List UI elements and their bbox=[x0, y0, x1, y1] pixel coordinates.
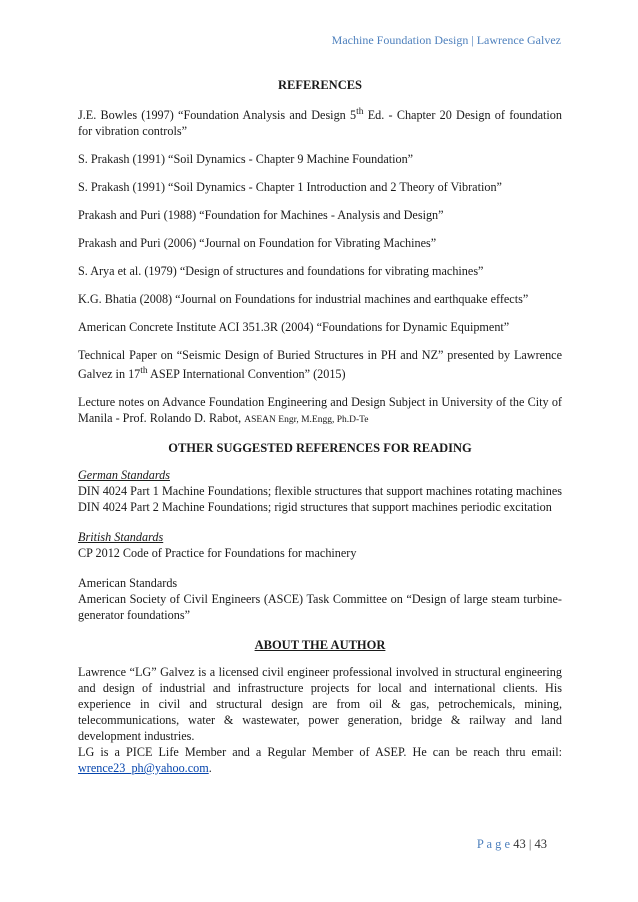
page-current: 43 bbox=[513, 837, 526, 851]
standard-line: DIN 4024 Part 2 Machine Foundations; rigid structures that support machines periodic excitation bbox=[78, 500, 552, 515]
page-total: 43 bbox=[534, 837, 547, 851]
reference-item: American Concrete Institute ACI 351.3R (2004) “Foundations for Dynamic Equipment” bbox=[78, 320, 510, 335]
british-standards-label: British Standards bbox=[78, 530, 164, 545]
reference-item: Prakash and Puri (2006) “Journal on Foundation for Vibrating Machines” bbox=[78, 236, 437, 251]
page-content bbox=[78, 72, 562, 776]
reference-item: Technical Paper on “Seismic Design of Buried Structures in PH and NZ” presented by Lawrence Galvez in 17th ASEP International Convention” (2015) bbox=[78, 348, 562, 382]
british-standards-block bbox=[78, 529, 562, 561]
reference-item: K.G. Bhatia (2008) “Journal on Foundations for industrial machines and earthquake effects” bbox=[78, 292, 529, 307]
page-separator: | bbox=[528, 837, 532, 851]
about-author-heading: ABOUT THE AUTHOR bbox=[254, 638, 386, 653]
running-header: Machine Foundation Design | Lawrence Galvez bbox=[331, 33, 561, 47]
references-heading: REFERENCES bbox=[277, 78, 363, 92]
american-standards-block bbox=[78, 575, 562, 623]
about-author-text: Lawrence “LG” Galvez is a licensed civil engineer professional involved in structural engineering and design of industrial and infrastructure projects for local and international clients. His experience in civil and structural design are from oil & gas, petrochemicals, mining, telecommunications, water & wastewater, power generation, bridge & railway and land development industries. LG is a PICE Life Member and a Regular Member of ASEP. He can be reach thru email: wrence23_ph@yahoo.com. bbox=[78, 665, 562, 776]
reference-item: S. Arya et al. (1979) “Design of structures and foundations for vibrating machines” bbox=[78, 264, 484, 279]
standard-line: CP 2012 Code of Practice for Foundations for machinery bbox=[78, 546, 357, 561]
other-references-heading: OTHER SUGGESTED REFERENCES FOR READING bbox=[168, 441, 472, 456]
reference-item: Prakash and Puri (1988) “Foundation for Machines - Analysis and Design” bbox=[78, 208, 444, 223]
german-standards-block bbox=[78, 467, 562, 515]
standard-line: American Society of Civil Engineers (ASCE) Task Committee on “Design of large steam turbine-generator foundations” bbox=[78, 592, 562, 623]
standard-line: DIN 4024 Part 1 Machine Foundations; flexible structures that support machines rotating machines bbox=[78, 484, 563, 499]
american-standards-label: American Standards bbox=[78, 576, 178, 591]
email-link[interactable]: wrence23_ph@yahoo.com bbox=[78, 761, 209, 776]
page-footer bbox=[477, 837, 547, 852]
reference-item: S. Prakash (1991) “Soil Dynamics - Chapter 1 Introduction and 2 Theory of Vibration” bbox=[78, 180, 502, 195]
reference-item: J.E. Bowles (1997) “Foundation Analysis and Design 5th Ed. - Chapter 20 Design of foundation for vibration controls” bbox=[78, 107, 562, 139]
reference-item: Lecture notes on Advance Foundation Engineering and Design Subject in University of the City of Manila - Prof. Rolando D. Rabot, ASEAN Engr, M.Engg, Ph.D-Te bbox=[78, 395, 562, 426]
reference-item: S. Prakash (1991) “Soil Dynamics - Chapter 9 Machine Foundation” bbox=[78, 152, 414, 167]
german-standards-label: German Standards bbox=[78, 468, 170, 483]
page-label: P a g e bbox=[476, 837, 511, 851]
